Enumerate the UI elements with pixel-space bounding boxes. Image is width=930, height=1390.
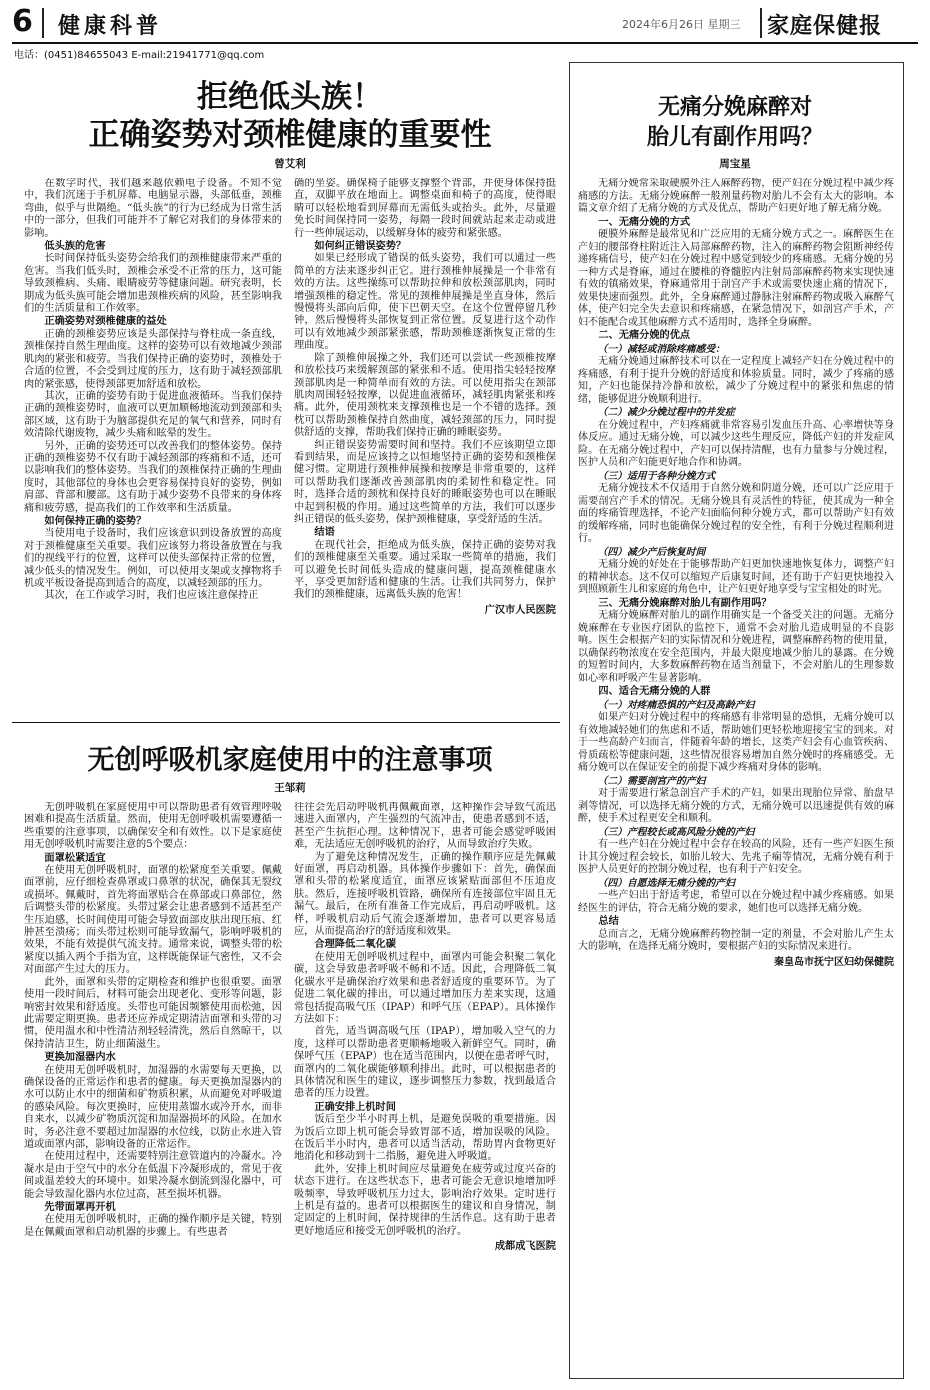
paragraph: 在使用无创呼吸机时，加湿器的水需要每天更换，以确保设备的正常运作和患者的健康。每天更换加湿器内的水可以防止水中的细菌和矿物质积累，从而避免对呼吸道的感染风险。每次更换时，应使用蒸馏水或冷开水，而非自来水，以减少矿物质沉淀和加湿器损坏的风险。在加水时，务必注意不要超过加湿器的水位线，以防止水进入管道或面罩内部，影响设备的正常运作。 [24, 1064, 282, 1150]
paragraph: 另外，正确的姿势还可以改善我们的整体姿势。保持正确的颈椎姿势不仅有助于减轻颈部的疼痛和不适，还可以影响我们的整体姿势。当我们的颈椎保持正确的生理曲度时，其他部位的身体也会更容易保持良好的姿势，例如肩部、背部和腰部。这有助于减少姿势不良带来的身体疼痛和疲劳感，提高我们的工作效率和生活质量。 [24, 440, 282, 514]
paragraph: 在现代社会，拒绝成为低头族，保持正确的姿势对我们的颈椎健康至关重要。通过采取一些简单的措施，我们可以避免长时间低头造成的健康问题，提高颈椎健康水平，享受更加舒适和健康的生活。让我们共同努力，保护我们的颈椎健康，远离低头族的危害！ [294, 539, 556, 601]
paragraph: 在分娩过程中，产妇疼痛就非常容易引发血压升高、心率增快等身体反应。通过无痛分娩，可以减少这些生理反应，降低产妇的并发症风险。在无痛分娩过程中，产妇可以保持清醒，也有力量参与分娩过程，医护人员和产妇能更好地合作和协调。 [578, 419, 894, 468]
article2-column-1 [24, 802, 282, 1386]
issue-date: 2024年6月26日 星期三 [622, 18, 741, 31]
paragraph: 在使用过程中，还需要特别注意管道内的冷凝水。冷凝水是由于空气中的水分在低温下冷凝形成的，常见于夜间或温差较大的环境中。如果冷凝水倒流到湿化器中，可能会导致湿化器内水位过高，甚至损坏机器。 [24, 1151, 282, 1200]
subheading: 三、无痛分娩麻醉对胎儿有副作用吗？ [598, 597, 772, 609]
subheading: 一、无痛分娩的方式 [598, 216, 691, 228]
article2-author: 王邹莉 [274, 782, 306, 794]
article1-title-line2: 正确姿势对颈椎健康的重要性 [88, 117, 492, 153]
article2-title: 无创呼吸机家庭使用中的注意事项 [87, 745, 493, 776]
paragraph: 此外，面罩和头带的定期检查和维护也很重要。面罩使用一段时间后，材料可能会出现老化、变形等问题，影响密封效果和舒适度。头带也可能因频繁使用而松弛，因此需要定期更换。患者还应养成定期清洁面罩和头带的习惯，使用温水和中性清洁剂轻轻清洗，然后自然晾干，以保持清洁卫生，防止细菌滋生。 [24, 976, 282, 1050]
paragraph: 此外，安排上机时间应尽量避免在疲劳或过度兴奋的状态下进行。在这些状态下，患者可能会无意识地增加呼吸频率，导致呼吸机压力过大，影响治疗效果。定时进行上机是有益的。患者可以根据医生的建议和自身情况，制定固定的上机时间，保持规律的生活作息。这有助于患者更好地适应和接受无创呼吸机的治疗。 [294, 1163, 556, 1237]
section-name: 健康科普 [58, 13, 163, 39]
article-separator [12, 722, 560, 723]
subheading: 正确安排上机时间 [314, 1101, 396, 1113]
article3-title [575, 92, 895, 152]
paragraph: 无痛分娩常采取硬膜外注入麻醉药物，使产妇在分娩过程中减少疼痛感的方法。无痛分娩麻醉一般剂量药物对胎儿不会有太大的影响。本篇文章介绍了无痛分娩的方式及优点，帮助产妇更好地了解无痛分娩。 [578, 178, 894, 214]
article2-column-2 [294, 802, 556, 1386]
sub-subheading: （三）产程较长或高风险分娩的产妇 [597, 826, 755, 838]
paragraph: 无痛分娩的好处在于能够帮助产妇更加快速地恢复体力，调整产妇的精神状态。这不仅可以缩短产后康复时间，还有助于产妇更快地投入到照顾新生儿和家庭的角色中，让产妇更好地享受与宝宝相处的时光。 [578, 559, 894, 595]
paragraph: 一些产妇出于舒适考虑，希望可以在分娩过程中减少疼痛感。如果经医生的评估，符合无痛分娩的要求，她们也可以选择无痛分娩。 [578, 890, 894, 914]
subheading: 如何纠正错误姿势？ [314, 241, 407, 253]
paragraph: 如果产妇对分娩过程中的疼痛感有非常明显的恐惧，无痛分娩可以有效地减轻她们的焦虑和不适，帮助她们更轻松地迎接宝宝的到来。对于一些高龄产妇而言，伴随着年龄的增长，这类产妇会有心血管疾病、骨质疏松等健康问题，这些情况很容易增加自然分娩时的疼痛感受。无痛分娩可以在保证安全的前提下减少疼痛对身体的影响。 [578, 712, 894, 773]
paragraph: 无痛分娩通过麻醉技术可以在一定程度上减轻产妇在分娩过程中的疼痛感，有利于提升分娩的舒适度和体验质量。同时，减少了疼痛的感知，产妇也能保持冷静和放松，减少了分娩过程中的紧张和焦虑的情绪，能够促进分娩顺利进行。 [578, 356, 894, 405]
paragraph: 无痛分娩技术不仅适用于自然分娩和阴道分娩，还可以广泛应用于需要剖宫产手术的情况。无痛分娩具有灵活性的特征，使其成为一种全面的疼痛管理选择，不论产妇面临何种分娩方式，都可以帮助产妇有效的缓解疼痛，同时也能确保分娩过程的安全性，有利于分娩过程顺利进行。 [578, 483, 894, 544]
paragraph: 无创呼吸机在家庭使用中可以帮助患者有效管理呼吸困难和提高生活质量。然而，使用无创呼吸机需要遵循一些重要的注意事项，以确保安全和有效性。以下是家庭使用无创呼吸机时需要注意的5个要点： [24, 802, 282, 851]
article1-column-1 [24, 178, 282, 718]
paragraph: 首先，适当调高吸气压（IPAP），增加吸入空气的力度，这样可以帮助患者更顺畅地吸入新鲜空气。同时，确保呼气压（EPAP）也在适当范围内，以便在患者呼气时，面罩内的二氧化碳能够顺利排出。此时，可以根据患者的具体情况和医生的建议，逐步调整压力参数，找到最适合患者的压力设置。 [294, 1026, 556, 1100]
article1-column-2 [294, 178, 556, 718]
subheading: 二、无痛分娩的优点 [598, 330, 691, 341]
article1-title-line1: 拒绝低头族！ [197, 79, 383, 115]
newspaper-name: 家庭保健报 [767, 13, 883, 39]
paragraph: 其次，正确的姿势有助于促进血液循环。当我们保持正确的颈椎姿势时，血液可以更加顺畅地流动到颈部和头部区域，这有助于为脑部提供充足的氧气和营养，同时有效清除代谢废物，减少头痛和眩晕的发生。 [24, 390, 282, 440]
paragraph: 饭后至少半小时再上机，是避免误吸的重要措施。因为饭后立即上机可能会导致胃部不适，增加误吸的风险。在饭后半小时内，患者可以适当活动，帮助胃内食物更好地消化和移动到十二指肠，避免进入呼吸道。 [294, 1114, 556, 1163]
paragraph: 对于需要进行紧急剖宫产手术的产妇，如果出现胎位异常、胎盘早剥等情况，可以选择无痛分娩的方式，无痛分娩可以迅速提供有效的麻醉，使手术过程更安全和顺利。 [578, 788, 894, 824]
header-rule [12, 42, 918, 44]
paragraph: 其次，在工作或学习时，我们也应该注意保持正 [44, 590, 259, 602]
article1-author: 曾艾利 [274, 158, 306, 170]
paragraph: 正确的颈椎姿势应该是头部保持与脊柱成一条直线，颈椎保持自然生理曲度。这样的姿势可以有效地减少颈部肌肉的紧张和疲劳。当我们保持正确的姿势时，颈椎处于合适的位置，不会受到过度的压力，这有助于减轻颈部肌肉的紧张感，使得颈部更加舒适和放松。 [24, 328, 282, 390]
subheading: 四、适合无痛分娩的人群 [598, 686, 711, 697]
article3-title-line2: 胎儿有副作用吗？ [646, 124, 823, 150]
paragraph: 确的坐姿。确保椅子能够支撑整个背部，并使身体保持挺直，双脚平放在地面上。调整桌面和椅子的高度，使得眼睛可以轻松地看到屏幕而无需低头或抬头。此外，尽量避免长时间保持同一姿势，每隔一段时间就站起来走动或进行一些伸展运动，以缓解身体的疲劳和紧张感。 [294, 178, 556, 239]
paragraph: 硬膜外麻醉是最常见和广泛应用的无痛分娩方式之一。麻醉医生在产妇的腰部脊柱附近注入局部麻醉药物，注入的麻醉药物会阻断神经传递疼痛信号，使产妇在分娩过程中感觉到较少的疼痛感。无痛分娩的另一种方式是脊麻，通过在腰椎的脊髓腔内注射局部麻醉药物来实现快速有效的镇痛效果，脊麻通常用于剖宫产手术或需要快速止痛的情况下，效果快速而强烈。此外，全身麻醉通过静脉注射麻醉药物或吸入麻醉气体，使产妇完全失去意识和疼痛感，在紧急情况下，如剖宫产手术，产妇不能配合或其他麻醉方式不适用时，选择全身麻醉。 [578, 229, 894, 328]
paragraph: 有一些产妇在分娩过程中会存在较高的风险，还有一些产妇医生预计其分娩过程会较长，如胎儿较大、先兆子痫等情况，无痛分娩有利于医护人员更好的控制分娩过程，也有利于产妇安全。 [578, 839, 894, 875]
source-credit: 广汉市人民医院 [484, 604, 556, 616]
subheading: 如何保持正确的姿势？ [44, 515, 147, 527]
paragraph: 往往会先启动呼吸机再佩戴面罩，这种操作会导致气流迅速进入面罩内，产生强烈的气流冲击，使患者感到不适，甚至产生抗拒心理。这种情况下，患者可能会感觉呼吸困难，无法适应无创呼吸机的治疗，从而导致治疗失败。 [294, 802, 556, 851]
subheading: 合理降低二氧化碳 [314, 939, 396, 951]
source-credit: 成都成飞医院 [494, 1241, 556, 1253]
paragraph: 除了颈椎伸展操之外，我们还可以尝试一些颈椎按摩和放松技巧来缓解颈部的紧张和不适。使用指尖轻轻按摩颈部肌肉是一种简单而有效的方法。可以使用指尖在颈部肌肉周围轻轻按摩，以促进血液循环，减轻肌肉紧张和疼痛。此外，使用颈枕来支撑颈椎也是一个不错的选择。颈枕可以帮助颈椎保持自然曲度，减轻颈部的压力，同时提供舒适的支撑，帮助我们保持正确的睡眠姿势。 [294, 352, 556, 439]
sub-subheading: （一）对疼痛恐惧的产妇及高龄产妇 [597, 699, 755, 711]
subheading: 先带面罩再开机 [44, 1202, 116, 1213]
subheading: 面罩松紧适宜 [44, 852, 106, 864]
paragraph: 无痛分娩麻醉对胎儿的副作用确实是一个备受关注的问题。无痛分娩麻醉在专业医疗团队的监控下，通常不会对胎儿造成明显的不良影响。医生会根据产妇的实际情况和分娩进程，调整麻醉药物的使用量，以确保药物浓度在安全范围内，并最大限度地减少胎儿的暴露。在分娩的短暂时间内，大多数麻醉药物在适当剂量下，不会对胎儿的生理参数如心率和呼吸产生显著影响。 [578, 610, 894, 684]
paragraph: 在使用无创呼吸机时，正确的操作顺序是关键，特别是在佩戴面罩和启动机器的步骤上。有些患者 [24, 1214, 282, 1238]
header-divider [42, 8, 44, 38]
article1-title [20, 78, 560, 154]
sub-subheading: （一）减轻或消除疼痛感受： [597, 343, 725, 355]
article3-title-line1: 无痛分娩麻醉对 [657, 94, 812, 120]
sub-subheading: （四）减少产后恢复时间 [597, 546, 706, 558]
paragraph: 在使用无创呼吸机时，面罩的松紧度至关重要。佩戴面罩前，应仔细检查鼻罩或口鼻罩的状况，确保其无裂纹或损坏。佩戴时，首先将面罩贴合在鼻部或口鼻部位，然后调整头带的松紧度。头带过紧会让患者感到不适甚至产生压迫感，长时间使用可能会导致面部皮肤出现压痕、红肿甚至溃疡；而头带过松则可能导致漏气，影响呼吸机的效果，不能有效提供气流支持。通常来说，调整头带的松紧度以插入两个手指为宜，这样既能保证气密性，又不会对面部产生过大的压力。 [24, 865, 282, 976]
contact-line: 电话：(0451)84655043 E-mail:21941771@qq.com [14, 50, 265, 61]
paragraph: 总而言之，无痛分娩麻醉药物控制一定的剂量，不会对胎儿产生太大的影响，在选择无痛分娩时，要根据产妇的实际情况来进行。 [578, 928, 894, 952]
paragraph: 纠正错误姿势需要时间和坚持。我们不应该期望立即看到结果，而是应该持之以恒地坚持正确的姿势和颈椎保健习惯。定期进行颈椎伸展操和按摩是非常重要的，这样可以帮助我们逐渐改善颈部肌肉的柔韧性和稳定性。同时，选择合适的颈枕和保持良好的睡眠姿势也可以在睡眠中起到积极的作用。通过这些简单的方法，我们可以逐步纠正错误的低头姿势，保护颈椎健康，享受舒适的生活。 [294, 439, 556, 525]
header-divider-right [760, 8, 762, 38]
subheading: 更换加湿器内水 [44, 1052, 116, 1064]
paragraph: 为了避免这种情况发生，正确的操作顺序应是先佩戴好面罩，再启动机器。具体操作步骤如下：首先，确保面罩和头带的松紧度适宜，面罩应该紧贴面部但不压迫皮肤。然后，连接呼吸机管路，确保所有连接部位牢固且无漏气。最后，在所有准备工作完成后，再启动呼吸机。这样，呼吸机启动后气流会逐渐增加，患者可以更容易适应，从而提高治疗的舒适度和效果。 [294, 851, 556, 938]
paragraph: 当使用电子设备时，我们应该意识到设备放置的高度对于颈椎健康至关重要。我们应该努力将设备放置在与我们的视线平行的位置，这样可以使头部保持正常的位置，减少低头的情况发生。例如，可以使用支架或支撑物将手机或平板设备提高到适合的高度，以减轻颈部的压力。 [24, 528, 282, 589]
subheading: 结语 [314, 527, 335, 539]
sub-subheading: （三）适用于各种分娩方式 [597, 470, 716, 482]
paragraph: 如果已经形成了错误的低头姿势，我们可以通过一些简单的方法来逐步纠正它。进行颈椎伸展操是一个非常有效的方法。这些操练可以帮助拉伸和放松颈部肌肉，同时增强颈椎的稳定性。常见的颈椎伸展操是坐直身体，然后慢慢将头部向后仰，使下巴朝天空。在这个位置停留几秒钟，然后慢慢将头部恢复到正常位置。反复进行这个动作可以有效地减少颈部紧张感，帮助颈椎逐渐恢复正常的生理曲度。 [294, 253, 556, 352]
page-header [0, 0, 930, 44]
paragraph: 在数字时代，我们越来越依赖电子设备。不知不觉中，我们沉迷于手机屏幕、电脑显示器，头部低垂，颈椎弯曲，似乎与世隔绝。“低头族”的行为已经成为日常生活中的一部分，但我们可能并不了解它对我们的身体带来的影响。 [24, 178, 282, 239]
sub-subheading: （二）需要剖宫产的产妇 [597, 775, 706, 787]
paragraph: 长时间保持低头姿势会给我们的颈椎健康带来严重的危害。当我们低头时，颈椎会承受不正常的压力，这可能导致颈椎病、头痛、眼睛疲劳等健康问题。研究表明，长期成为低头族可能会增加患颈椎疾病的风险，甚至影响我们的生活质量和工作效率。 [24, 253, 282, 315]
subheading: 低头族的危害 [44, 241, 106, 253]
source-credit: 秦皇岛市抚宁区妇幼保健院 [774, 956, 894, 968]
subheading: 总结 [598, 916, 619, 927]
page-number: 6 [12, 4, 33, 39]
article3-body [578, 178, 894, 1374]
subheading: 正确姿势对颈椎健康的益处 [44, 316, 167, 328]
paragraph: 在使用无创呼吸机过程中，面罩内可能会积聚二氧化碳，这会导致患者呼吸不畅和不适。因此，合理降低二氧化碳水平是确保治疗效果和患者舒适度的重要环节。为了促进二氧化碳的排出，可以通过增加压力差来实现，这通常包括提高吸气压（IPAP）和呼气压（EPAP）。具体操作方法如下： [294, 951, 556, 1025]
sub-subheading: （二）减少分娩过程中的并发症 [597, 407, 735, 418]
article3-author: 周宝星 [719, 158, 751, 170]
sub-subheading: （四）自愿选择无痛分娩的产妇 [597, 877, 735, 889]
